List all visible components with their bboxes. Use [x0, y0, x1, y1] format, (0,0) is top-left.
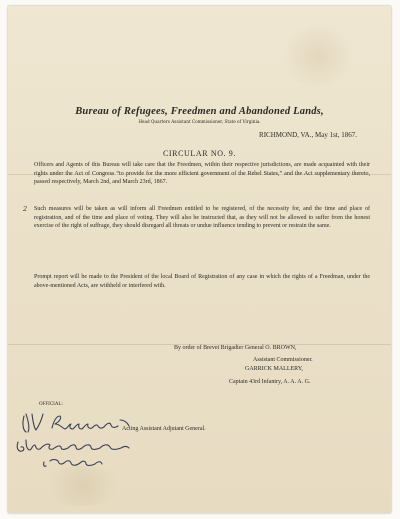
official-label: OFFICIAL:	[39, 402, 63, 407]
circular-number: CIRCULAR NO. 9.	[162, 149, 236, 158]
paragraph-3: Prompt report will be made to the President of the local Board of Registration of any case in which the rights of a Freedman, under the above-mentioned Acts, are withheld or interfered with.	[34, 274, 370, 289]
signer-name: GARRICK MALLERY,	[245, 366, 303, 372]
paragraph-2: Such measures will be taken as will inform all Freedmen entitled to be registered, of the necessity for, and the time and place of registration, and of the time and place of voting. They will also be instructed that, as they will not be allowed to suffer from the honest exercise of the right of suffrage, they should disregard all threats or undue influence tending to prevent or restrain the same.	[34, 206, 370, 230]
paper-stain	[38, 466, 128, 506]
document-page	[8, 6, 391, 513]
assistant-commissioner: Assistant Commissioner.	[253, 357, 313, 363]
margin-mark: 2	[23, 205, 28, 213]
acting-title: Acting Assistant Adjutant General.	[122, 426, 206, 432]
handwritten-signature	[12, 410, 182, 472]
paper-stain	[278, 26, 358, 86]
signer-title: Captain 43rd Infantry, A. A. A. G.	[229, 379, 311, 385]
head-quarters-line: Head Quarters Assistant Commissioner, State of Virginia.	[138, 119, 261, 124]
order-line: By order of Brevet Brigadier General O. BROWN,	[174, 345, 297, 351]
paragraph-1: Officers and Agents of this Bureau will take care that the Freedmen, within their respective jurisdictions, are made acquainted with their rights under the Act of Congress “to provide for the more efficient government of the Rebel States,” and the Act supplementary thereto, passed respectively, March 2nd, and March 23rd, 1867.	[34, 162, 370, 186]
document-title: Bureau of Refugees, Freedmen and Abandoned Lands,	[75, 106, 324, 117]
place-date: RICHMOND, VA., May 1st, 1867.	[259, 131, 357, 139]
